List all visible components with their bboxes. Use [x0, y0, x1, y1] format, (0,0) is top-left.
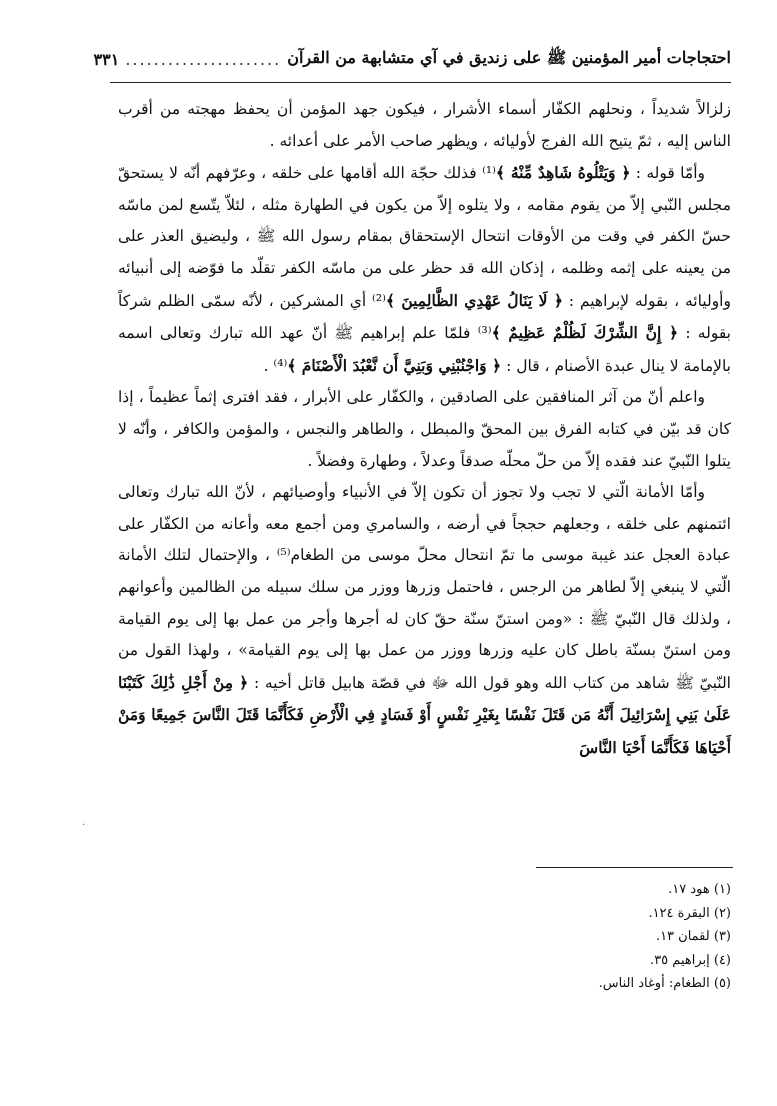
text-run: ⁽¹⁾ فذلك حجّة الله أقامها على خلقه ، وعرّفهم أنّه لا يستحقّ مجلس النّبي إلاّ من يقوم مقامه ، ولا يتلوه إلاّ من يكون في الطهارة مثله ، لئلاّ يتّسع لمن ماسّه حسّ الكفر في وقت من الأوقات انتحال الإستحقاق بمقام رسول الله ﷺ ، وليضيق العذر على من يعينه على إثمه وظلمه ، إذكان الله قد حظر على من ماسّه الكفر تقلّد ما فوّضه إلى أنبيائه وأوليائه ، بقوله لإبراهيم :	[118, 164, 731, 310]
text-run: وأمّا الأمانة الّتي لا تجب ولا تجوز أن تكون إلاّ في الأنبياء وأوصيائهم ، لأنّ الله تبارك وتعالى ائتمنهم على خلقه ، وجعلهم حججاً في أرضه ، والسامري ومن أجمع معه وأعانه من الكفّار على عبادة العجل عند غيبة موسى ما تمّ انتحال محلّ موسى من الطغام⁽⁵⁾ ، والإحتمال لتلك الأمانة الّتي لا ينبغي إلاّ لطاهر من الرجس ، فاحتمل وزرها ووزر من سلك سبيله من الظالمين وأعوانهم ، ولذلك قال النّبيّ ﷺ : «ومن استنّ سنّة حقّ كان له أجرها وأجر من عمل بها إلى يوم القيامة ومن استنّ بسنّة باطل كان عليه وزرها ووزر من عمل بها إلى يوم القيامة» ، ولهذا القول من النّبيّ ﷺ شاهد من كتاب الله وهو قول الله ﷻ في قصّة هابيل قاتل أخيه :	[118, 483, 731, 692]
text-run: ⁽²⁾ أي المشركين ، لأنّه سمّى الظلم شركاً بقوله :	[118, 291, 731, 343]
footnote-4: (٤) إبراهيم ٣٥.	[650, 952, 731, 968]
footnotes	[331, 878, 731, 996]
running-title: احتجاجات أمير المؤمنين ﷺ على زنديق في آي متشابهة من القرآن	[287, 47, 731, 67]
quran-verse: ﴿ وَيَتْلُوهُ شَاهِدٌ مِّنْهُ ﴾	[495, 163, 631, 183]
running-header	[93, 42, 731, 83]
quran-verse: ﴿ إِنَّ الشِّرْكَ لَظُلْمٌ عَظِيمٌ ﴾	[491, 323, 679, 343]
text-run: زلزالاً شديداً ، ونحلهم الكفّار أسماء الأشرار ، فيكون جهد المؤمن أن يحفظ مهجته من أقرب الناس إليه ، ثمّ يتيح الله الفرج لأوليائه ، ويظهر صاحب الأمر على أعدائه .	[118, 100, 731, 150]
text-run: واعلم أنّ من آثر المنافقين على الصادقين ، والكفّار على الأبرار ، فقد افترى إثماً عظيماً ، إذا كان قد بيّن في كتابه الفرق بين المحقّ والمبطل ، والطاهر والنجس ، والمؤمن والكافر ، وأنّه لا يتلوا النّبيّ عند فقده إلاّ من حلّ محلّه صدقاً وعدلاً ، وطهارة وفضلاً .	[118, 388, 731, 470]
footnote-2: (٢) البقرة ١٢٤.	[648, 905, 731, 921]
paragraph	[118, 382, 731, 477]
text-run: ⁽⁴⁾ .	[263, 356, 288, 375]
page-number: ٣٣١	[93, 49, 120, 69]
leader-dots: ......................	[125, 49, 282, 69]
paragraph	[118, 157, 731, 382]
quran-verse: ﴿ مِنْ أَجْلِ ذَٰلِكَ كَتَبْنَا عَلَىٰ بَنِي إِسْرَائِيلَ أَنَّهُ مَن قَتَلَ نَفْسًا بِغَيْرِ نَفْسٍ أَوْ فَسَادٍ فِي الْأَرْضِ فَكَأَنَّمَا قَتَلَ النَّاسَ جَمِيعًا وَمَنْ أَحْيَاهَا فَكَأَنَّمَا أَحْيَا النَّاسَ	[118, 672, 731, 757]
paragraph	[118, 477, 731, 764]
text-run: ⁽³⁾ فلمّا علم إبراهيم ﷺ أنّ عهد الله تبارك وتعالى اسمه بالإمامة لا ينال عبدة الأصنام ، قال :	[118, 324, 731, 375]
paragraph	[118, 94, 731, 157]
quran-verse: ﴿ لَا يَنَالُ عَهْدِي الظَّالِمِينَ ﴾	[385, 290, 563, 310]
footnote-3: (٣) لقمان ١٣.	[655, 929, 731, 945]
margin-mark: ·	[82, 820, 86, 831]
footnote-5: (٥) الطغام: أوغاد الناس.	[598, 976, 731, 992]
footnote-1: (١) هود ١٧.	[668, 882, 731, 897]
footnote-separator	[536, 867, 733, 868]
text-run: وأمّا قوله :	[630, 164, 705, 183]
main-text	[118, 94, 731, 764]
quran-verse: ﴿ وَاجْنُبْنِي وَبَنِيَّ أَن نَّعْبُدَ الْأَصْنَامَ ﴾	[287, 355, 502, 375]
